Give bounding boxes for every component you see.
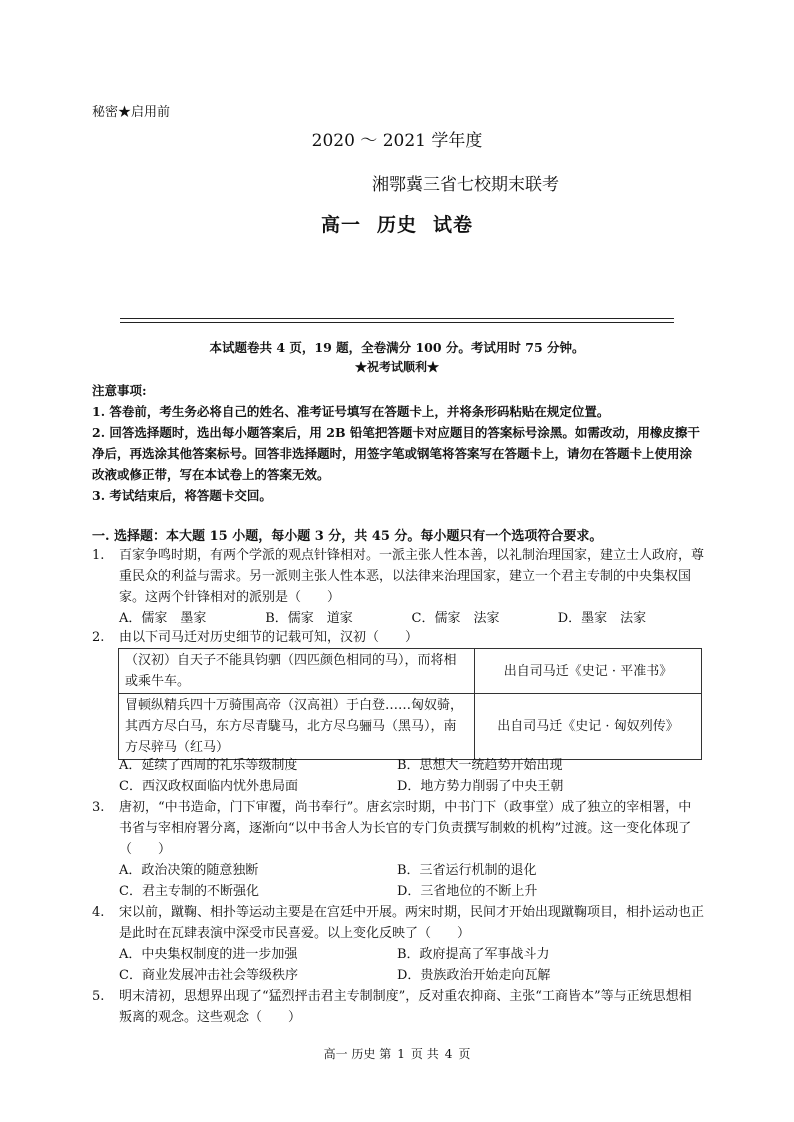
question-number: 3. — [92, 800, 105, 815]
current-page: 1 — [397, 1047, 405, 1061]
option-a: A．中央集权制度的进一步加强 — [119, 947, 298, 962]
option-d: D．贵族政治开始走向瓦解 — [397, 968, 551, 983]
question-stem: 由以下司马迁对历史细节的记载可知，汉初（ ） — [119, 630, 419, 645]
options — [119, 608, 704, 629]
option-b: B．思想大一统趋势开始出现 — [397, 758, 563, 773]
page-title — [0, 210, 794, 237]
option-d: D．墨家 法家 — [557, 611, 647, 626]
option-d: D．三省地位的不断上升 — [397, 884, 538, 899]
question-stem: 百家争鸣时期，有两个学派的观点针锋相对。一派主张人性本善，以礼制治理国家，建立士人政府，尊重民众的利益与需求。另一派则主张人性本恶，以法律来治理国家，建立一个君主专制的中央集权国家。这两个针锋相对的派别是（ ） — [119, 548, 705, 605]
options — [119, 944, 704, 986]
grade: 高一 — [320, 214, 361, 236]
instruction-item: 3. 考试结束后，将答题卡交回。 — [92, 488, 272, 503]
option-c: C．西汉政权面临内忧外患局面 — [119, 779, 298, 794]
section-heading: 一. 选择题：本大题 15 小题，每小题 3 分，共 45 分。每小题只有一个选项符合要求。 — [92, 529, 603, 544]
table-cell-quote: （汉初）自天子不能具钧驷（四匹颜色相同的马），而将相或乘牛车。 — [119, 649, 475, 694]
question-number: 4. — [92, 905, 105, 920]
good-luck-line: ★祝考试顺利★ — [354, 360, 439, 374]
table-row — [119, 694, 702, 760]
option-d: D．地方势力削弱了中央王朝 — [397, 779, 564, 794]
option-c: C．商业发展冲击社会等级秩序 — [119, 968, 298, 983]
question-3 — [92, 797, 704, 902]
source-table — [118, 648, 702, 760]
option-a: A．政治决策的随意独断 — [119, 863, 259, 878]
question-1 — [92, 545, 704, 629]
footer-prefix: 高一 历史 第 — [323, 1047, 392, 1061]
question-number: 2. — [92, 630, 105, 645]
question-number: 5. — [92, 989, 105, 1004]
option-a: A．延续了西周的礼乐等级制度 — [119, 758, 298, 773]
instruction-item: 2. 回答选择题时，选出每小题答案后，用 2B 铅笔把答题卡对应题目的答案标号涂黑。如需改动，用橡皮擦干净后，再选涂其他答案标号。回答非选择题时，用签字笔或钢笔将答案写在答题卡上，请勿在答题卡上使用涂改液或修正带，写在本试卷上的答案无效。 — [92, 425, 700, 482]
question-stem: 明末清初，思想界出现了“猛烈抨击君主专制制度”，反对重农抑商、主张“工商皆本”等与正统思想相叛离的观念。这些观念（ ） — [119, 989, 692, 1025]
question-2 — [92, 627, 704, 648]
table-cell-quote: 冒顿纵精兵四十万骑围高帝（汉高祖）于白登……匈奴骑，其西方尽白马，东方尽青駹马，北方尽乌骊马（黑马），南方尽骍马（红马） — [119, 694, 475, 760]
instructions — [92, 380, 704, 506]
option-b: B．三省运行机制的退化 — [397, 863, 537, 878]
options — [119, 860, 704, 902]
subject: 历史 — [376, 214, 417, 236]
divider — [120, 318, 674, 323]
table-row — [119, 649, 702, 694]
paper-type: 试卷 — [433, 214, 474, 236]
question-2-options — [92, 755, 704, 797]
question-5 — [92, 986, 704, 1028]
question-stem: 唐初，“中书造命，门下审覆，尚书奉行”。唐玄宗时期，中书门下（政事堂）成了独立的宰相署，中书省与宰相府署分离，逐渐向“以中书舍人为长官的专门负责撰写制敕的机构”过渡。这一变化体现了（ ） — [119, 800, 692, 857]
option-c: C．儒家 法家 — [411, 611, 500, 626]
options — [119, 755, 704, 797]
option-b: B．儒家 道家 — [265, 611, 353, 626]
confidential-mark: 秘密★启用前 — [92, 105, 171, 120]
total-pages: 4 — [444, 1047, 453, 1061]
option-a: A．儒家 墨家 — [119, 611, 207, 626]
option-b: B．政府提高了军事战斗力 — [397, 947, 550, 962]
exam-info: 本试题卷共 4 页，19 题，全卷满分 100 分。考试用时 75 分钟。 — [209, 340, 585, 355]
table-cell-source: 出自司马迁《史记 · 匈奴列传》 — [475, 694, 702, 760]
school-year: 2020 ～ 2021 学年度 — [311, 131, 483, 151]
question-4 — [92, 902, 704, 986]
question-number: 1. — [92, 548, 105, 563]
exam-title: 湘鄂冀三省七校期末联考 — [372, 175, 559, 195]
option-c: C．君主专制的不断强化 — [119, 884, 259, 899]
question-stem: 宋以前，蹴鞠、相扑等运动主要是在宫廷中开展。两宋时期，民间才开始出现蹴鞠项目，相扑运动也正是此时在瓦肆表演中深受市民喜爱。以上变化反映了（ ） — [119, 905, 705, 941]
page-footer — [0, 1045, 794, 1062]
instruction-item: 1. 答卷前，考生务必将自己的姓名、准考证号填写在答题卡上，并将条形码粘贴在规定位置。 — [92, 404, 610, 419]
instructions-title: 注意事项: — [92, 383, 147, 398]
table-cell-source: 出自司马迁《史记 · 平准书》 — [475, 649, 702, 694]
footer-middle: 页 共 — [410, 1047, 439, 1061]
footer-suffix: 页 — [458, 1047, 471, 1061]
